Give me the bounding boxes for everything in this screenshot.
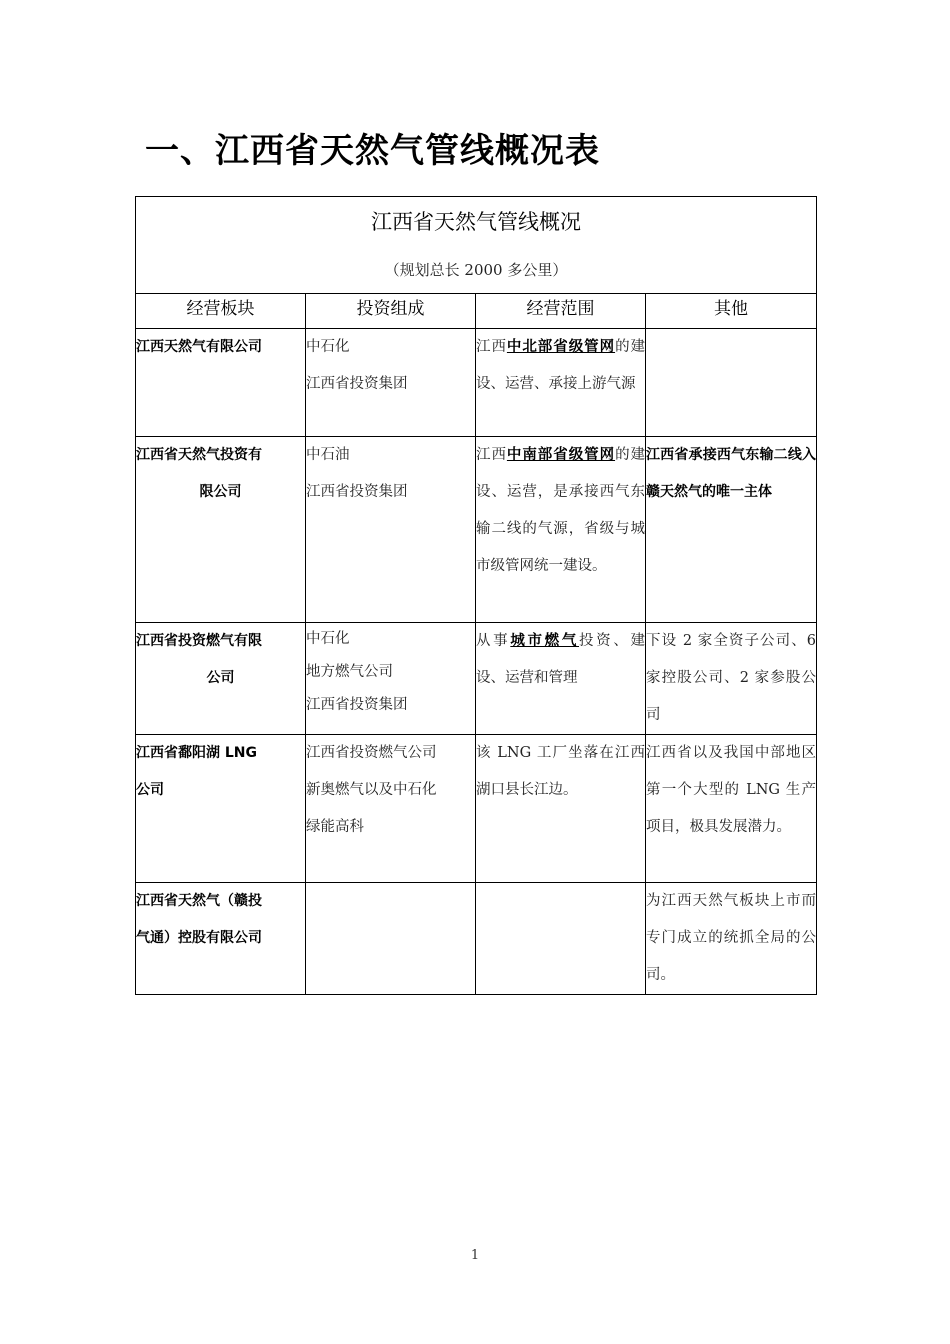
company-name: 江西省天然气（赣投 <box>136 893 262 909</box>
table-row <box>136 623 817 735</box>
scope-text: 该 LNG 工厂坐落在江西湖口县长江边。 <box>476 745 645 798</box>
table-header-row <box>136 294 817 329</box>
company-name-cell <box>136 329 306 437</box>
table-row <box>136 883 817 995</box>
investors-cell <box>306 437 476 623</box>
scope-text: 投资、建设、运营和管理 <box>476 633 646 686</box>
investor: 江西省投资集团 <box>306 484 408 500</box>
investors-cell <box>306 883 476 995</box>
investor: 绿能高科 <box>306 819 364 835</box>
company-name: 限公司 <box>199 484 242 500</box>
table-caption-cell <box>136 197 817 294</box>
other-text: 下设 2 家全资子公司、6 家控股公司、2 家参股公司 <box>646 633 816 723</box>
investor: 中石化 <box>306 339 350 355</box>
other-text: 江西省以及我国中部地区第一个大型的 LNG 生产项目，极具发展潜力。 <box>646 745 816 835</box>
scope-text: 的建设、运营、承接上游气源 <box>476 339 646 392</box>
investor: 江西省投资燃气公司 <box>306 745 437 761</box>
company-name: 江西省投资燃气有限 <box>136 633 262 649</box>
company-name: 江西天然气有限公司 <box>136 339 262 355</box>
company-name-cell <box>136 735 306 883</box>
other-cell <box>646 735 817 883</box>
scope-cell <box>476 735 646 883</box>
scope-highlight: 中北部省级管网 <box>506 339 616 355</box>
company-name: 公司 <box>206 670 235 686</box>
company-name: 江西省天然气投资有 <box>136 447 262 463</box>
page-number: 1 <box>470 1248 480 1263</box>
table-row <box>136 735 817 883</box>
company-name: 公司 <box>136 782 164 798</box>
other-text: 江西省承接西气东输二线入赣天然气的唯一主体 <box>646 447 816 500</box>
scope-cell <box>476 437 646 623</box>
scope-highlight: 城市燃气 <box>510 633 580 649</box>
scope-text: 的建设、运营，是承接西气东输二线的气源，省级与城市级管网统一建设。 <box>476 447 646 574</box>
other-cell <box>646 437 817 623</box>
column-header-segment: 经营板块 <box>136 294 306 329</box>
column-header-investors: 投资组成 <box>306 294 476 329</box>
column-header-other: 其他 <box>646 294 817 329</box>
investor: 新奥燃气以及中石化 <box>306 782 437 798</box>
company-name: 气通）控股有限公司 <box>136 930 262 946</box>
scope-cell <box>476 329 646 437</box>
scope-highlight: 中南部省级管网 <box>506 447 616 463</box>
investors-cell <box>306 735 476 883</box>
scope-text: 从事 <box>476 633 511 649</box>
document-heading: 一、江西省天然气管线概况表 <box>145 131 600 171</box>
company-name-cell <box>136 437 306 623</box>
other-cell <box>646 623 817 735</box>
company-name-cell <box>136 883 306 995</box>
table-row <box>136 329 817 437</box>
company-name: 江西省鄱阳湖 LNG <box>136 745 258 761</box>
column-header-scope: 经营范围 <box>476 294 646 329</box>
company-name-cell <box>136 623 306 735</box>
other-cell <box>646 329 817 437</box>
investor: 地方燃气公司 <box>306 664 393 680</box>
table-subtitle: （规划总长 2000 多公里） <box>384 261 568 279</box>
investor: 江西省投资集团 <box>306 376 408 392</box>
scope-text: 江西 <box>476 339 507 355</box>
pipeline-overview-table <box>135 196 817 995</box>
investor: 江西省投资集团 <box>306 697 408 713</box>
investors-cell <box>306 623 476 735</box>
table-title: 江西省天然气管线概况 <box>371 210 581 234</box>
investor: 中石油 <box>306 447 350 463</box>
other-text: 为江西天然气板块上市而专门成立的统抓全局的公司。 <box>646 893 816 983</box>
other-cell <box>646 883 817 995</box>
scope-text: 江西 <box>476 447 507 463</box>
investors-cell <box>306 329 476 437</box>
scope-cell <box>476 883 646 995</box>
scope-cell <box>476 623 646 735</box>
table-row <box>136 437 817 623</box>
investor: 中石化 <box>306 631 350 647</box>
